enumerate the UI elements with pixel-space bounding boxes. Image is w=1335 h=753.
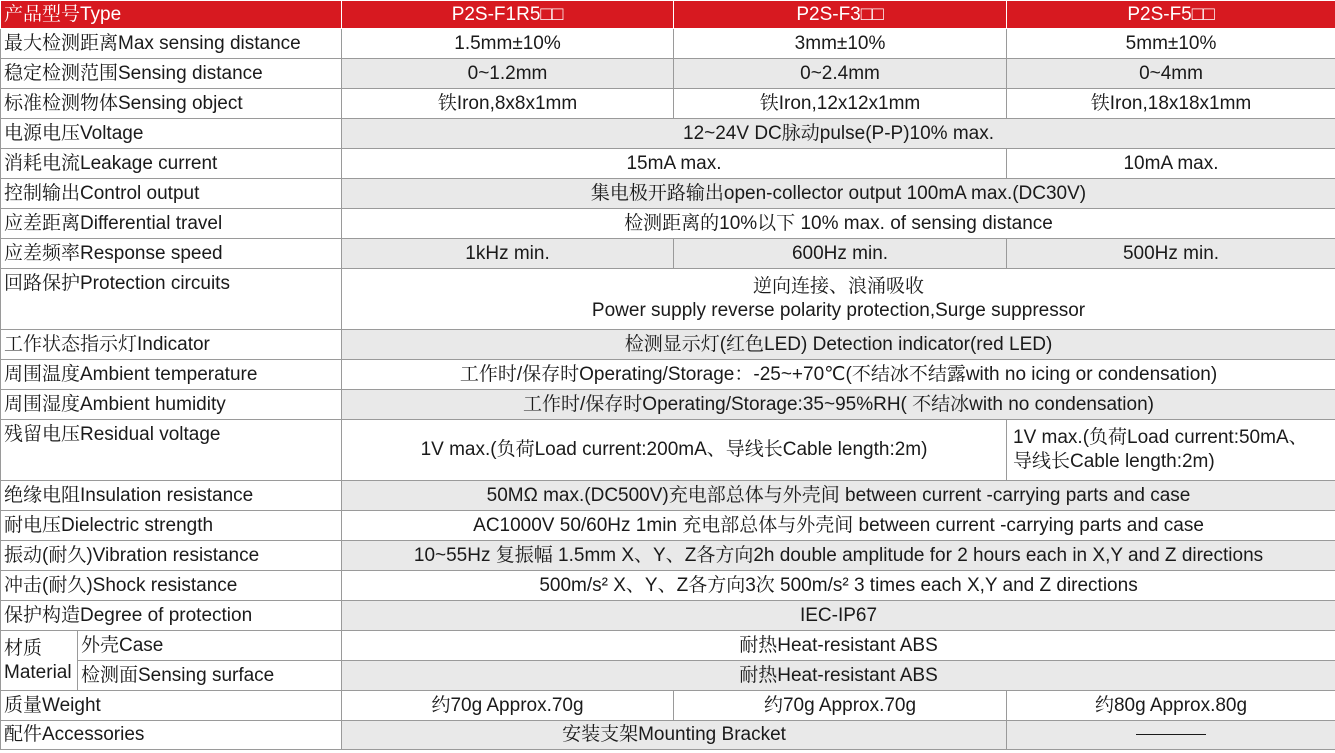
cell-value: 1V max.(负荷Load current:200mA、导线长Cable length:2m)	[342, 420, 1007, 481]
row-max-distance	[1, 29, 1335, 59]
cell-value: 0~1.2mm	[342, 59, 674, 89]
cell-value: 500m/s² X、Y、Z各方向3次 500m/s² 3 times each X,Y and Z directions	[342, 571, 1335, 601]
row-stable-distance	[1, 59, 1335, 89]
material-label-en: Material	[4, 661, 72, 683]
cell-value: 500Hz min.	[1007, 239, 1335, 269]
row-label: 最大检测距离Max sensing distance	[1, 29, 342, 59]
model-p2s-f5: P2S-F5□□	[1007, 1, 1335, 29]
cell-value: IEC-IP67	[342, 601, 1335, 631]
cell-value: 0~2.4mm	[674, 59, 1007, 89]
cell-value: 铁Iron,12x12x1mm	[674, 89, 1007, 119]
header-row	[1, 1, 1335, 29]
row-insulation	[1, 481, 1335, 511]
row-standard-object	[1, 89, 1335, 119]
row-humidity	[1, 390, 1335, 420]
cell-value: 1kHz min.	[342, 239, 674, 269]
header-type-label: 产品型号Type	[1, 1, 342, 29]
row-label: 绝缘电阻Insulation resistance	[1, 481, 342, 511]
row-shock	[1, 571, 1335, 601]
cell-value: 约80g Approx.80g	[1007, 691, 1335, 721]
cell-value: 1.5mm±10%	[342, 29, 674, 59]
row-label: 电源电压Voltage	[1, 119, 342, 149]
row-indicator	[1, 330, 1335, 360]
cell-value: 约70g Approx.70g	[674, 691, 1007, 721]
cell-value: 耐热Heat-resistant ABS	[342, 631, 1335, 661]
row-control-output	[1, 179, 1335, 209]
row-response	[1, 239, 1335, 269]
cell-value	[1007, 420, 1335, 481]
row-vibration	[1, 541, 1335, 571]
row-label: 残留电压Residual voltage	[1, 420, 342, 481]
row-degree	[1, 601, 1335, 631]
row-differential	[1, 209, 1335, 239]
row-label: 质量Weight	[1, 691, 342, 721]
row-label: 检测面Sensing surface	[78, 661, 342, 691]
row-material-surface	[1, 661, 1335, 691]
cell-value: AC1000V 50/60Hz 1min 充电部总体与外壳间 between current -carrying parts and case	[342, 511, 1335, 541]
cell-value: 耐热Heat-resistant ABS	[342, 661, 1335, 691]
row-label: 周围温度Ambient temperature	[1, 360, 342, 390]
row-label: 应差频率Response speed	[1, 239, 342, 269]
row-voltage	[1, 119, 1335, 149]
cell-value: 检测距离的10%以下 10% max. of sensing distance	[342, 209, 1335, 239]
row-label: 配件Accessories	[1, 721, 342, 750]
cell-value: 安装支架Mounting Bracket	[342, 721, 1007, 750]
value-line-en: Power supply reverse polarity protection,Surge suppressor	[591, 300, 1086, 321]
row-label: 周围湿度Ambient humidity	[1, 390, 342, 420]
row-accessories	[1, 721, 1335, 750]
cell-value: 约70g Approx.70g	[342, 691, 674, 721]
cell-value: 检测显示灯(红色LED) Detection indicator(red LED)	[342, 330, 1335, 360]
row-protection-circuits	[1, 269, 1335, 330]
cell-value: 10mA max.	[1007, 149, 1335, 179]
row-dielectric	[1, 511, 1335, 541]
cell-value: 工作时/保存时Operating/Storage:35~95%RH( 不结冰with no condensation)	[342, 390, 1335, 420]
model-p2s-f3: P2S-F3□□	[674, 1, 1007, 29]
cell-value: 15mA max.	[342, 149, 1007, 179]
row-label: 工作状态指示灯Indicator	[1, 330, 342, 360]
cell-value: 600Hz min.	[674, 239, 1007, 269]
row-label: 耐电压Dielectric strength	[1, 511, 342, 541]
cell-value: 集电极开路输出open-collector output 100mA max.(DC30V)	[342, 179, 1335, 209]
value-line-1: 1V max.(负荷Load current:50mA、	[1013, 427, 1308, 448]
row-label: 稳定检测范围Sensing distance	[1, 59, 342, 89]
dash-mark	[1136, 734, 1206, 735]
material-label	[1, 631, 78, 691]
row-label: 外壳Case	[78, 631, 342, 661]
row-material-case	[1, 631, 1335, 661]
row-label: 应差距离Differential travel	[1, 209, 342, 239]
row-label: 标准检测物体Sensing object	[1, 89, 342, 119]
cell-value: 10~55Hz 复振幅 1.5mm X、Y、Z各方向2h double amplitude for 2 hours each in X,Y and Z directions	[342, 541, 1335, 571]
row-label: 冲击(耐久)Shock resistance	[1, 571, 342, 601]
row-residual	[1, 420, 1335, 481]
cell-value: 5mm±10%	[1007, 29, 1335, 59]
cell-value: 0~4mm	[1007, 59, 1335, 89]
value-line-cn: 逆向连接、浪涌吸收	[753, 276, 925, 297]
row-label: 控制输出Control output	[1, 179, 342, 209]
row-leakage	[1, 149, 1335, 179]
value-line-2: 导线长Cable length:2m)	[1013, 451, 1215, 472]
cell-value: 工作时/保存时Operating/Storage：-25~+70℃(不结冰不结露with no icing or condensation)	[342, 360, 1335, 390]
cell-value: 铁Iron,18x18x1mm	[1007, 89, 1335, 119]
row-label: 消耗电流Leakage current	[1, 149, 342, 179]
row-label: 振动(耐久)Vibration resistance	[1, 541, 342, 571]
cell-value: 12~24V DC脉动pulse(P-P)10% max.	[342, 119, 1335, 149]
cell-value	[342, 269, 1335, 330]
row-weight	[1, 691, 1335, 721]
row-label: 保护构造Degree of protection	[1, 601, 342, 631]
material-label-cn: 材质	[4, 637, 43, 659]
model-p2s-f1r5: P2S-F1R5□□	[342, 1, 674, 29]
row-temperature	[1, 360, 1335, 390]
row-label: 回路保护Protection circuits	[1, 269, 342, 330]
cell-value: 50MΩ max.(DC500V)充电部总体与外壳间 between current -carrying parts and case	[342, 481, 1335, 511]
cell-value: 铁Iron,8x8x1mm	[342, 89, 674, 119]
cell-value: 3mm±10%	[674, 29, 1007, 59]
cell-value-none	[1007, 721, 1335, 750]
